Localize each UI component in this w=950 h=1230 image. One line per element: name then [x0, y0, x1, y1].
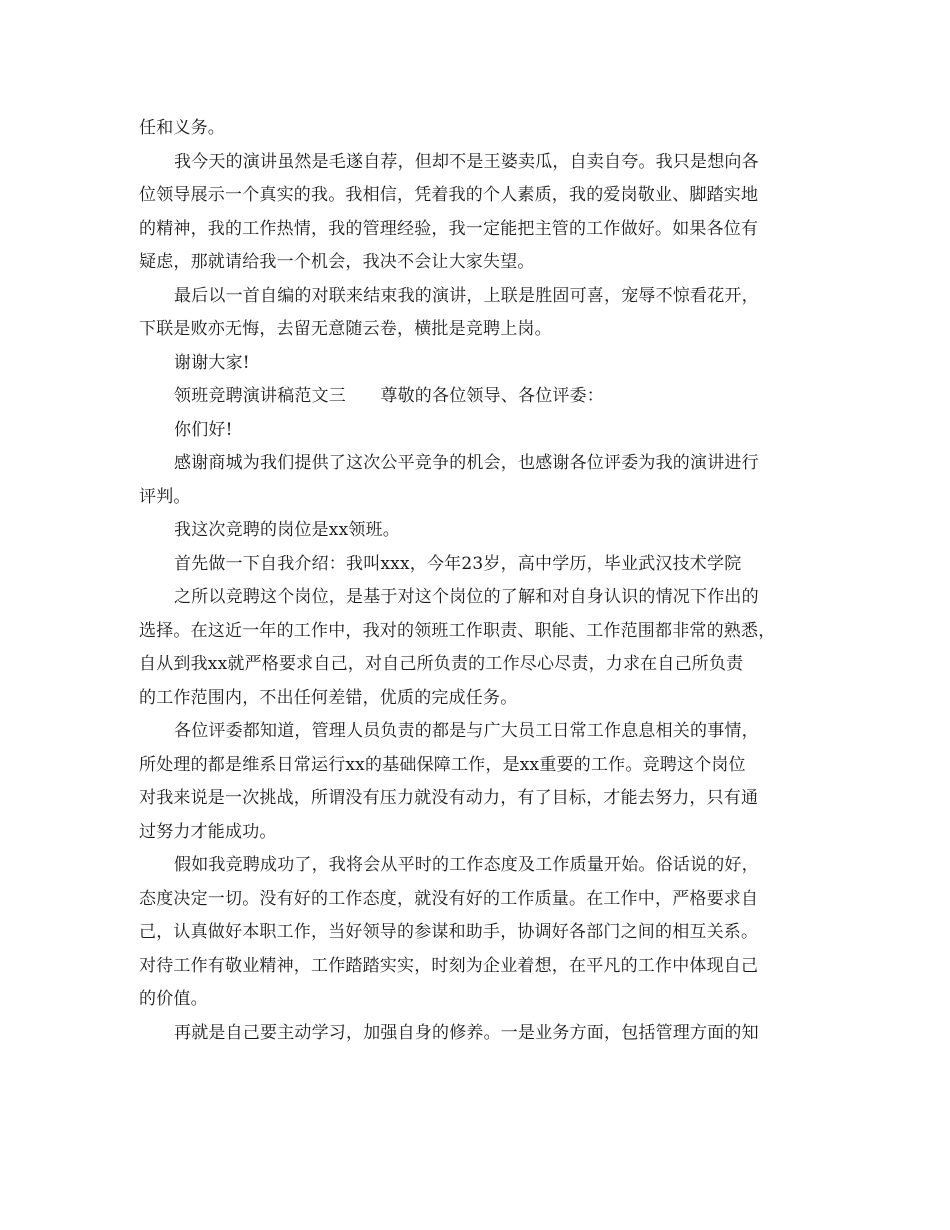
text-line: 位领导展示一个真实的我。我相信，凭着我的个人素质，我的爱岗敬业、脚踏实地 [139, 185, 759, 205]
text-line: 评判。 [139, 486, 191, 507]
text-line: 领班竞聘演讲稿范文三 尊敬的各位领导、各位评委： [174, 386, 604, 406]
text-line: 假如我竞聘成功了，我将会从平时的工作态度及工作质量开始。俗话说的好， [174, 855, 759, 875]
text-line: 之所以竞聘这个岗位，是基于对这个岗位的了解和对自身认识的情况下作出的 [174, 587, 759, 607]
document-body [139, 112, 829, 1050]
text-line: 我这次竞聘的岗位是xx领班。 [174, 520, 400, 540]
text-line: 感谢商城为我们提供了这次公平竞争的机会，也感谢各位评委为我的演讲进行 [174, 453, 759, 473]
text-line: 下联是败亦无悔，去留无意随云卷，横批是竞聘上岗。 [139, 319, 552, 339]
text-line: 的精神，我的工作热情，我的管理经验，我一定能把主管的工作做好。如果各位有 [139, 218, 759, 239]
text-line: 我今天的演讲虽然是毛遂自荐，但却不是王婆卖瓜，自卖自夸。我只是想向各 [174, 151, 759, 172]
text-line: 所处理的都是维系日常运行xx的基础保障工作，是xx重要的工作。竞聘这个岗位 [139, 754, 746, 775]
text-line: 各位评委都知道，管理人员负责的都是与广大员工日常工作息息相关的事情， [174, 721, 759, 741]
text-line: 首先做一下自我介绍：我叫xxx，今年23岁，高中学历，毕业武汉技术学院 [174, 553, 742, 574]
text-line: 选择。在这近一年的工作中，我对的领班工作职责、职能、工作范围都非常的熟悉， [139, 620, 776, 641]
text-line: 己，认真做好本职工作，当好领导的参谋和助手，协调好各部门之间的相互关系。 [139, 922, 759, 942]
text-line: 的价值。 [139, 989, 208, 1009]
text-line: 过努力才能成功。 [139, 821, 277, 842]
text-line: 你们好! [174, 419, 233, 440]
text-line: 任和义务。 [139, 118, 225, 138]
text-line: 再就是自己要主动学习，加强自身的修养。一是业务方面，包括管理方面的知 [174, 1022, 759, 1043]
text-line: 最后以一首自编的对联来结束我的演讲，上联是胜固可喜，宠辱不惊看花开， [174, 285, 759, 306]
text-line: 自从到我xx就严格要求自己，对自己所负责的工作尽心尽责，力求在自己所负责 [139, 654, 744, 674]
text-line: 的工作范围内，不出任何差错，优质的完成任务。 [139, 687, 518, 708]
text-line: 对待工作有敬业精神，工作踏踏实实，时刻为企业着想，在平凡的工作中体现自己 [139, 955, 759, 976]
text-line: 对我来说是一次挑战，所谓没有压力就没有动力，有了目标，才能去努力，只有通 [139, 788, 759, 808]
text-line: 态度决定一切。没有好的工作态度，就没有好的工作质量。在工作中，严格要求自 [139, 888, 759, 909]
text-line: 谢谢大家! [174, 352, 250, 373]
text-line: 疑虑，那就请给我一个机会，我决不会让大家失望。 [139, 252, 535, 272]
